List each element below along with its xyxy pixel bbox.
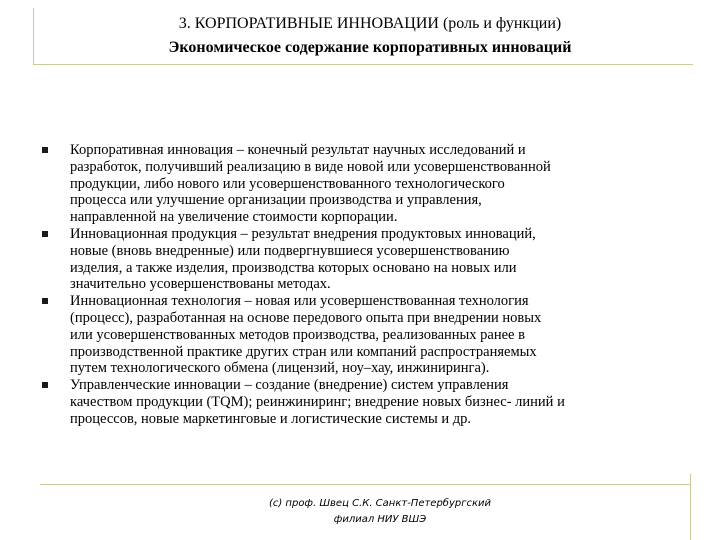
bullet-item-innovative-technology	[42, 293, 690, 377]
bullet-text-line: путем технологического обмена (лицензий, ноу–хау, инжиниринга).	[70, 360, 490, 377]
bullet-text-line: или усовершенствованных методов производства, реализованных ранее в	[70, 326, 525, 343]
bullet-text-line: значительно усовершенствованы методах.	[70, 276, 331, 293]
bullet-text-line: (процесс), разработанная на основе передового опыта при внедрении новых	[70, 309, 542, 326]
bullet-text-line: Управленческие инновации – создание (внедрение) систем управления	[70, 377, 509, 394]
footer-credit-line: филиал НИУ ВШЭ	[333, 514, 427, 525]
title-vertical-rule	[33, 8, 34, 65]
bullet-text-line: направленной на увеличение стоимости корпорации.	[70, 209, 398, 226]
footer-credit	[200, 496, 560, 528]
bullet-text-line: новые (вновь внедренные) или подвергнувшиеся усовершенствованию	[70, 242, 510, 259]
bullet-text-line: Инновационная продукция – результат внедрения продуктовых инноваций,	[70, 225, 536, 242]
slide-subtitle: Экономическое содержание корпоративных инноваций	[168, 39, 572, 56]
bullet-item-corporate-innovation	[42, 142, 690, 226]
bullet-text-line: Корпоративная инновация – конечный результат научных исследований и	[70, 142, 526, 158]
bullet-list	[42, 142, 690, 428]
bullet-text-line: разработок, получивший реализацию в виде новой или усовершенствованной	[70, 158, 551, 175]
square-bullet-icon	[42, 147, 48, 153]
bullet-item-innovative-products	[42, 226, 690, 293]
footer-credit-line: (с) проф. Швец С.К. Санкт-Петербургский	[268, 498, 492, 509]
title-horizontal-rule	[33, 64, 693, 65]
footer-vertical-rule	[690, 474, 691, 540]
bullet-text-line: изделия, а также изделия, производства которых основано на новых или	[70, 259, 517, 276]
square-bullet-icon	[42, 382, 48, 388]
bullet-text-line: продукции, либо нового или усовершенствованного технологического	[70, 175, 505, 192]
bullet-text-line: процессов, новые маркетинговые и логистические системы и др.	[70, 410, 472, 427]
bullet-text-line: процесса или улучшение организации производства и управления,	[70, 192, 482, 209]
footer-horizontal-rule	[40, 484, 690, 485]
slide-title: 3. КОРПОРАТИВНЫЕ ИННОВАЦИИ (роль и функции)	[178, 15, 562, 32]
bullet-item-management-innovations	[42, 377, 690, 427]
bullet-text-line: производственной практике других стран или компаний распространяемых	[70, 343, 537, 360]
bullet-text-line: качеством продукции (TQM); реинжиниринг; внедрение новых бизнес- линий и	[70, 393, 565, 410]
square-bullet-icon	[42, 298, 48, 304]
square-bullet-icon	[42, 231, 48, 237]
bullet-text-line: Инновационная технология – новая или усовершенствованная технология	[70, 293, 529, 310]
